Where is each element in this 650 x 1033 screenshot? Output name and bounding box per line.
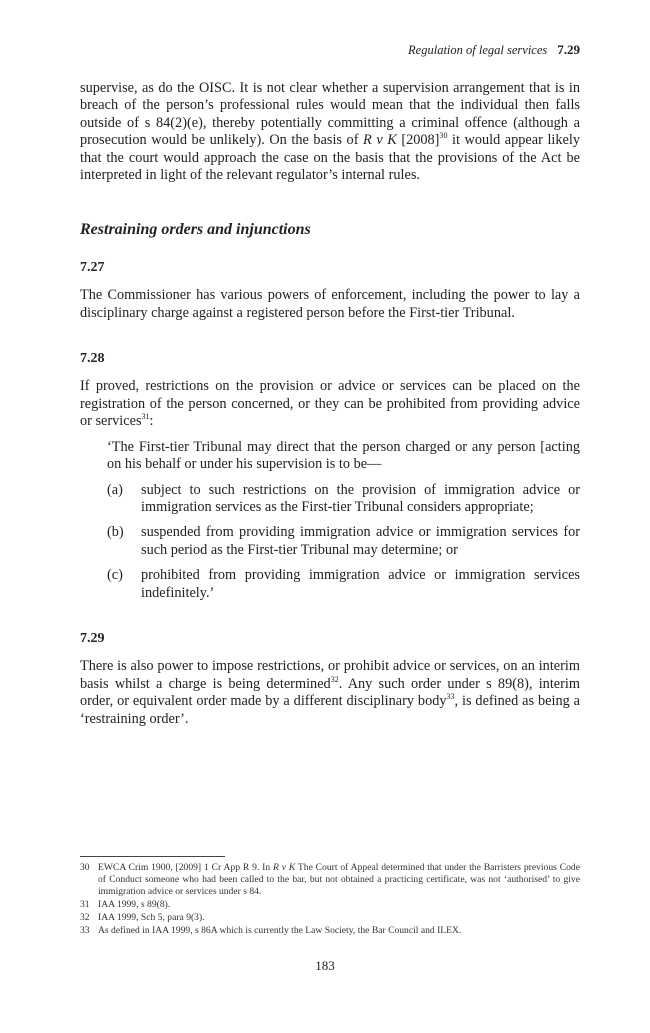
footnote-number: 30: [80, 862, 90, 873]
quote-item-label: (c): [107, 567, 123, 584]
footnote-ref-32[interactable]: 32: [330, 674, 339, 684]
section-heading: Restraining orders and injunctions: [80, 221, 311, 239]
footnote-text: IAA 1999, s 89(8).: [98, 899, 171, 910]
footnotes: [80, 862, 580, 938]
footnote-ref-31[interactable]: 31: [141, 412, 150, 422]
quote-item: [107, 567, 580, 602]
footnote-ref-33[interactable]: 33: [446, 692, 455, 702]
footnote-ref-30[interactable]: 30: [439, 131, 448, 141]
intro-paragraph: supervise, as do the OISC. It is not clear whether a supervision arrangement that is in breach of the person’s professional rules would mean that the individual then falls outside of s 84(2)(e), thereby potentially committing a criminal offence (although a prosecution would be unlikely). On the basis of R v K $[2008]^{30}$ it would appear likely that the court would approach the case on the basis that the provisions of the Act be interpreted in light of the relevant regulator’s internal rules.: [80, 80, 580, 184]
paragraph-7-29: There is also power to impose restrictions, or prohibit advice or services, on an interim basis whilst a charge is being determined$^{32}$. Any such order under s 89(8), interim order, or equivalent order made by a different disciplinary body$^{33}$, is defined as being a ‘restraining order’.: [80, 658, 580, 727]
paragraph-7-28: If proved, restrictions on the provision or advice or services can be placed on the registration of the person concerned, or they can be prohibited from providing advice or services$^{31}$:: [80, 378, 580, 430]
paragraph-number-7-27: 7.27: [80, 259, 105, 275]
footnote-text: As defined in IAA 1999, s 86A which is currently the Law Society, the Bar Council and ILEX.: [98, 925, 462, 936]
running-head-title: Regulation of legal services: [408, 43, 548, 57]
footnote: [80, 925, 580, 937]
case-name: R v K: [363, 132, 397, 149]
footnote-number: 31: [80, 899, 90, 910]
paragraph-7-27: The Commissioner has various powers of enforcement, including the power to lay a disciplinary charge against a registered person before the First-tier Tribunal.: [80, 287, 580, 321]
footnote-text: EWCA Crim 1900, [2009] 1 Cr App R 9. In R v K The Court of Appeal determined that under the Barristers previous Code of Conduct someone who had been called to the bar, but not obtained a practicing certificate, was not ‘authorised’ to give immigration advice or services under s 84.: [98, 862, 580, 897]
quote-item-label: (a): [107, 481, 123, 498]
page-number: 183: [315, 958, 335, 973]
quote-item-text: subject to such restrictions on the provision of immigration advice or immigration services as the First-tier Tribunal considers appropriate;: [141, 481, 580, 515]
running-head-number: 7.29: [557, 42, 580, 57]
statutory-quote: [107, 439, 580, 602]
quote-item-label: (b): [107, 524, 124, 541]
footnote-number: 32: [80, 912, 90, 923]
paragraph-number-7-29: 7.29: [80, 630, 105, 646]
footnote-number: 33: [80, 925, 90, 936]
footnote-divider: [80, 856, 225, 857]
quote-item: [107, 482, 580, 517]
quote-intro: ‘The First-tier Tribunal may direct that the person charged or any person [acting on his behalf or under his supervision is to be—: [107, 438, 580, 473]
paragraph-number-7-28: 7.28: [80, 351, 105, 367]
running-head: [408, 42, 580, 58]
quote-item-text: suspended from providing immigration advice or immigration services for such period as the First-tier Tribunal may determine; or: [141, 524, 580, 558]
main-content: [80, 80, 580, 728]
quote-list: [107, 482, 580, 602]
footnote: [80, 899, 580, 911]
footnote-text: IAA 1999, Sch 5, para 9(3).: [98, 912, 205, 923]
footnote: [80, 862, 580, 898]
footnote: [80, 912, 580, 924]
quote-item: [107, 524, 580, 559]
quote-item-text: prohibited from providing immigration advice or immigration services indefinitely.’: [141, 567, 580, 601]
